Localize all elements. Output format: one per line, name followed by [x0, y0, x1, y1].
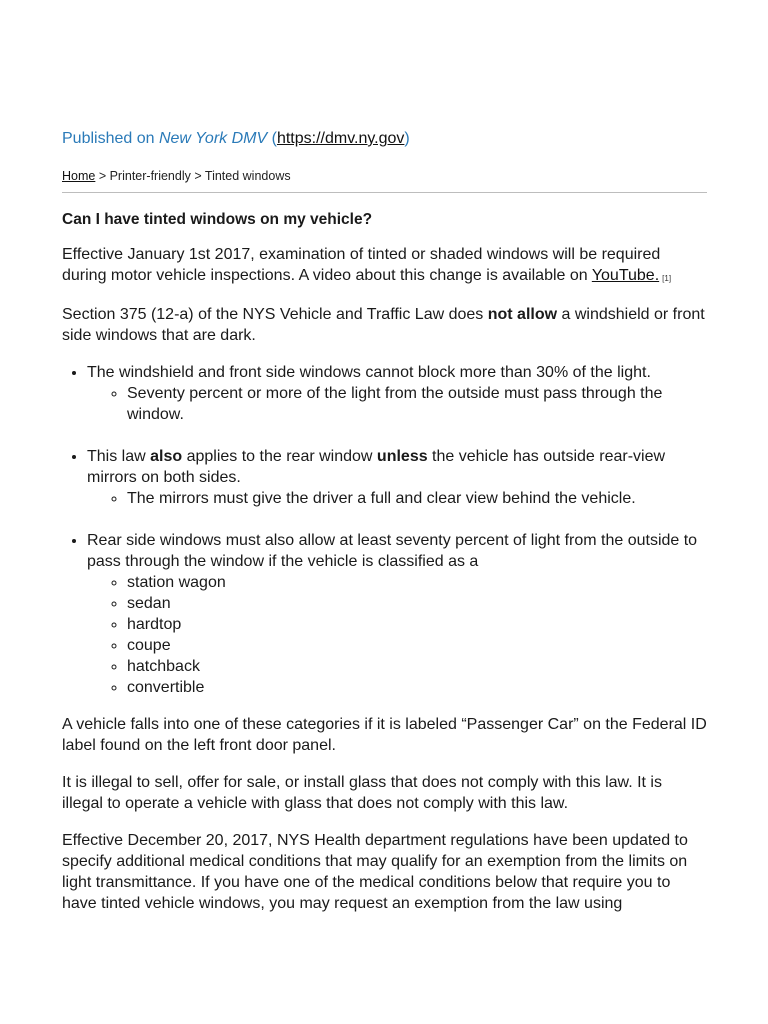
- paragraph-text: Section 375 (12-a) of the NYS Vehicle and Traffic Law does: [62, 306, 488, 323]
- published-on-line: [62, 130, 410, 148]
- vehicle-type-list: [87, 572, 707, 698]
- header-divider: [62, 192, 707, 193]
- vehicle-type-item: ◦ hatchback: [127, 656, 707, 677]
- vehicle-type-item: ◦ convertible: [127, 677, 707, 698]
- site-url-link[interactable]: https://dmv.ny.gov: [276, 130, 405, 147]
- rules-list: [62, 362, 707, 698]
- youtube-link[interactable]: YouTube.: [591, 267, 660, 284]
- breadcrumb-separator: >: [190, 169, 205, 183]
- published-prefix: Published on: [62, 130, 159, 147]
- emphasis-also: also: [150, 448, 183, 465]
- list-item-text: This law: [87, 448, 151, 465]
- paragraph-text: Effective January 1st 2017, examination of tinted or shaded windows will be required during motor vehicle inspections. A video about this change is available on: [62, 246, 661, 284]
- emphasis-unless: unless: [376, 448, 428, 465]
- paragraph-section-375: [62, 304, 707, 346]
- list-item: [87, 530, 707, 698]
- list-item-text: The windshield and front side windows cannot block more than 30% of the light.: [87, 364, 651, 381]
- emphasis-not-allow: not allow: [487, 306, 558, 323]
- paragraph-text: a windshield or front side windows that are dark.: [62, 306, 705, 344]
- list-item: [87, 446, 707, 509]
- vehicle-type-item: ◦ coupe: [127, 635, 707, 656]
- breadcrumb-home-link[interactable]: Home: [62, 169, 96, 183]
- paragraph-illegal: It is illegal to sell, offer for sale, or install glass that does not comply with this law. It is illegal to operate a vehicle with glass that does not comply with this law.: [62, 774, 662, 812]
- article-body: [62, 209, 707, 930]
- breadcrumb-current: Tinted windows: [204, 169, 291, 183]
- paragraph-passenger-car: A vehicle falls into one of these categories if it is labeled “Passenger Car” on the Federal ID label found on the left front door panel.: [62, 716, 707, 754]
- paragraph-medical-exemption: Effective December 20, 2017, NYS Health department regulations have been updated to specify additional medical conditions that may qualify for an exemption from the limits on light transmittance. If you have one of the medical conditions below that require you to have tinted vehicle windows, you may request an exemption from the law using: [62, 832, 688, 912]
- site-name: New York DMV: [158, 130, 268, 147]
- sub-list: [87, 383, 707, 425]
- breadcrumb-separator: >: [95, 169, 110, 183]
- vehicle-type-item: ◦ sedan: [127, 593, 707, 614]
- paren-close: ): [404, 130, 410, 147]
- sub-list-item: ◦ The mirrors must give the driver a full and clear view behind the vehicle.: [127, 488, 707, 509]
- footnote-ref: [1]: [662, 274, 672, 283]
- vehicle-type-item: ◦ hardtop: [127, 614, 707, 635]
- list-item-text: the vehicle has outside rear-view mirrors on both sides.: [87, 448, 666, 486]
- sub-list: [87, 488, 707, 509]
- breadcrumb: [62, 169, 291, 183]
- paren-open: (: [267, 130, 277, 147]
- page-title: Can I have tinted windows on my vehicle?: [62, 211, 373, 228]
- list-item-text: applies to the rear window: [182, 448, 377, 465]
- list-item-text: Rear side windows must also allow at least seventy percent of light from the outside to pass through the window if the vehicle is classified as a: [87, 532, 698, 570]
- breadcrumb-printer-friendly: Printer-friendly: [109, 169, 191, 183]
- paragraph-inspection: [62, 244, 707, 288]
- sub-list-item: ◦ Seventy percent or more of the light from the outside must pass through the window.: [127, 383, 707, 425]
- list-item: [87, 362, 707, 425]
- vehicle-type-item: ◦ station wagon: [127, 572, 707, 593]
